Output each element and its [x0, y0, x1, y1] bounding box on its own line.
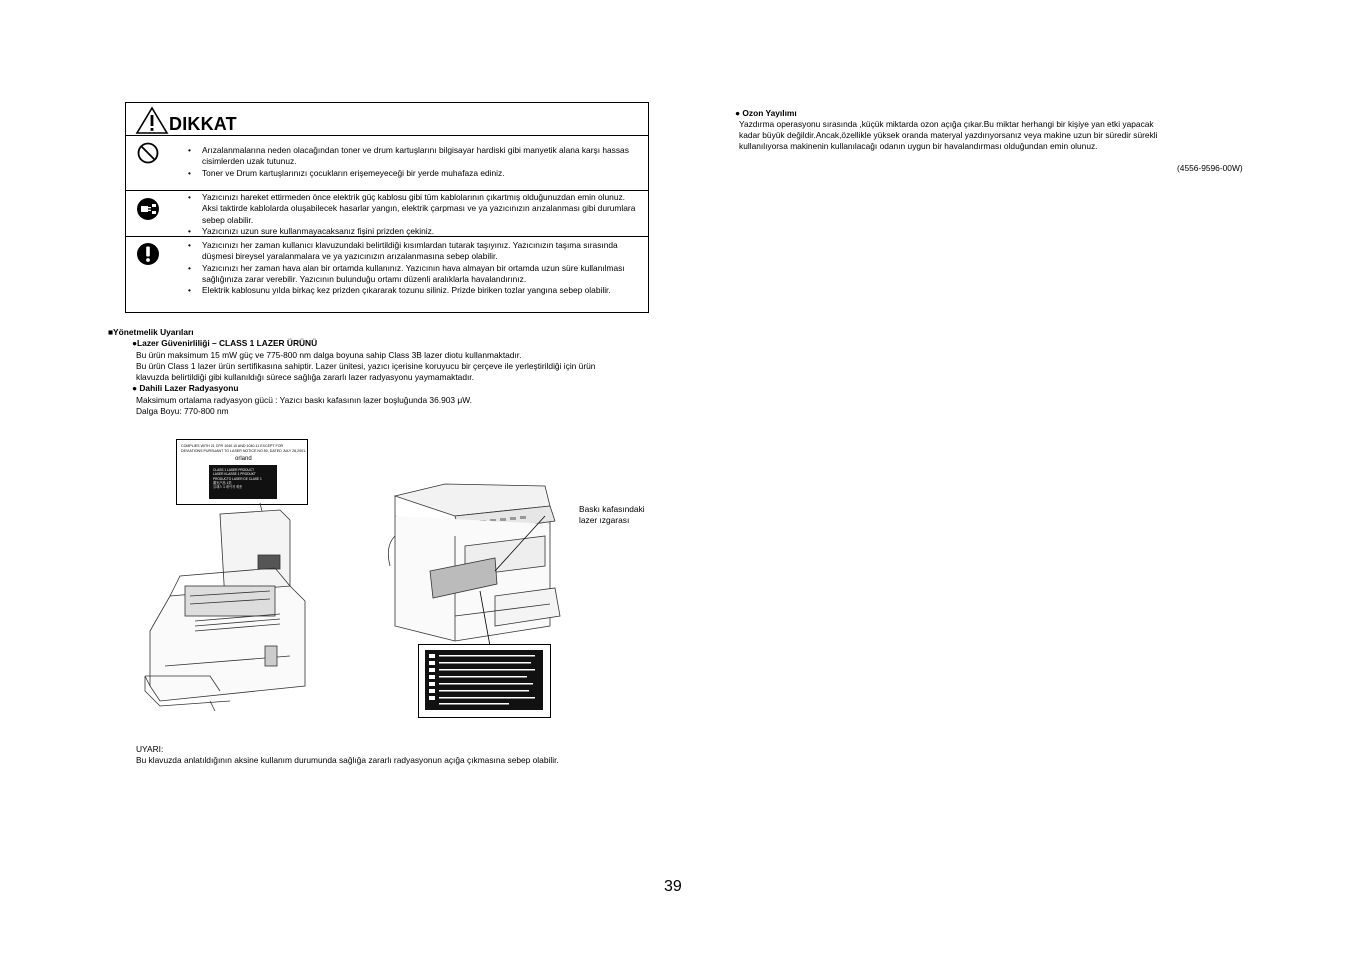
list-item: • Yazıcınızı uzun sure kullanmayacaksanız fişini prizden çekiniz. [188, 226, 640, 237]
exclamation-icon [136, 242, 160, 266]
ozone-heading: ● Ozon Yayılımı [735, 108, 797, 118]
caution-section-mandatory [126, 237, 648, 312]
regulatory-heading: ■Yönetmelik Uyarıları [108, 327, 194, 337]
laser-safety-line: klavuzda belirtildiği gibi kullanıldığı sürece sağlığa zararlı lazer radyasyonu yaymamaktadır. [136, 372, 474, 382]
callout-line: lazer ızgarası [579, 515, 630, 525]
laser-warning-label [418, 644, 551, 718]
list-item: • Elektrik kablosunu yılda birkaç kez prizden çıkararak tozunu siliniz. Prizde biriken tozlar yangına sebep olabilir. [188, 285, 640, 296]
laser-class-plate: CLASS 1 LASER PRODUCT LASER KLASSE 1 PRODUKT PRODUCTO LASER DE CLASE 1 激光产品 1类 클래스 1 레이저 제품 [209, 465, 277, 499]
ozone-line: Yazdırma operasyonu sırasında ,küçük miktarda ozon açığa çıkar.Bu miktar herhangi bir kişiye yan etki yapacak [739, 119, 1154, 129]
page-number: 39 [664, 878, 682, 895]
warning-label: UYARI: [136, 744, 164, 754]
caution-list-unplug [188, 192, 640, 237]
list-item: • Yazıcınızı her zaman hava alan bir ortamda kullanınız. Yazıcının hava almayan bir ortamda uzun süre kullanılması sağlığınıza zarar verebilir. Yazıcının bulunduğu ortamı düzenli aralıklarla havalandırınız. [188, 263, 640, 286]
warning-text: Bu klavuzda anlatıldığının aksine kullanım durumunda sağlığa zararlı radyasyonun açığa çıkmasına sebep olabilir. [136, 755, 559, 765]
unplug-icon [136, 197, 160, 221]
laser-safety-heading: ●Lazer Güvenirliliği – CLASS 1 LAZER ÜRÜNÜ [132, 338, 318, 348]
printer-open-drawing [140, 436, 315, 716]
internal-radiation-line: Dalga Boyu: 770-800 nm [136, 406, 229, 416]
list-item: • Arızalanmalarına neden olacağından toner ve drum kartuşlarını bilgisayar hardiski gibi manyetik alana karşı hassas cisimlerden uzak tutunuz. [188, 145, 640, 168]
laser-warning-plate [425, 650, 543, 710]
internal-radiation-heading: ● Dahili Lazer Radyasyonu [132, 383, 239, 393]
prohibition-icon [136, 141, 160, 165]
caution-list-prohibit [188, 145, 640, 179]
laser-safety-line: Bu ürün maksimum 15 mW güç ve 775-800 nm dalga boyuna sahip Class 3B lazer diotu kullanmaktadır. [136, 350, 522, 360]
caution-box [125, 102, 649, 313]
mfp-label-illustration [385, 476, 565, 720]
list-item: • Yazıcınızı hareket ettirmeden önce elektrik güç kablosu gibi tüm kablolarının çıkartmış olduğunuzdan emin olunuz. Aksi taktirde kablolarda oluşabilecek hasarlar yangın, elektrik çarpması ve ya yazıcınızın arızalanması gibi durumlara sebep olabilir. [188, 192, 640, 226]
caution-header [126, 103, 648, 136]
printer-label-illustration [140, 436, 315, 716]
caution-section-prohibit [126, 136, 648, 191]
internal-radiation-line: Maksimum ortalama radyasyon gücü : Yazıcı baskı kafasının lazer boşluğunda 36.903 μW. [136, 395, 472, 405]
list-item: • Toner ve Drum kartuşlarınızı çocukların erişemeyeceği bir yerde muhafaza ediniz. [188, 168, 640, 179]
label-brand: orland [235, 456, 252, 462]
ozone-line: kullanılıyorsa makinenin kullanılacağı odanın uygun bir havalandırması olduğundan emin olunuz. [739, 141, 1098, 151]
caution-section-unplug [126, 191, 648, 237]
caution-list-mandatory [188, 240, 640, 296]
caution-title: DIKKAT [169, 114, 237, 134]
ozone-line: kadar büyük değildir.Ancak,özellikle yüksek oranda materyal yazdırıyorsanız veya makine uzun bir süredir sürekli [739, 130, 1158, 140]
document-code: (4556-9596-00W) [1177, 163, 1243, 173]
list-item: • Yazıcınızı her zaman kullanıcı klavuzundaki belirtildiği kısımlardan tutarak taşıyınız. Yazıcınızın taşıma sırasında düşmesi bireysel yaralanmalara ve ya yazıcınızın arızalanmasına sebep olabilir. [188, 240, 640, 263]
compliance-text: COMPLIES WITH 21 CFR 1040.10 AND 1040.11 EXCEPT FOR DEVIATIONS PURSUANT TO LASER NOTICE NO.50, DATED JULY 26,2001. [181, 444, 307, 453]
laser-safety-line: Bu ürün Class 1 lazer ürün sertifikasına sahiptir. Lazer ünitesi, yazıcı içerisine koruyucu bir çerçeve ile yerleştirildiği için ürün [136, 361, 596, 371]
warning-triangle-icon [135, 106, 169, 134]
callout-line: Baskı kafasındaki [579, 504, 645, 514]
